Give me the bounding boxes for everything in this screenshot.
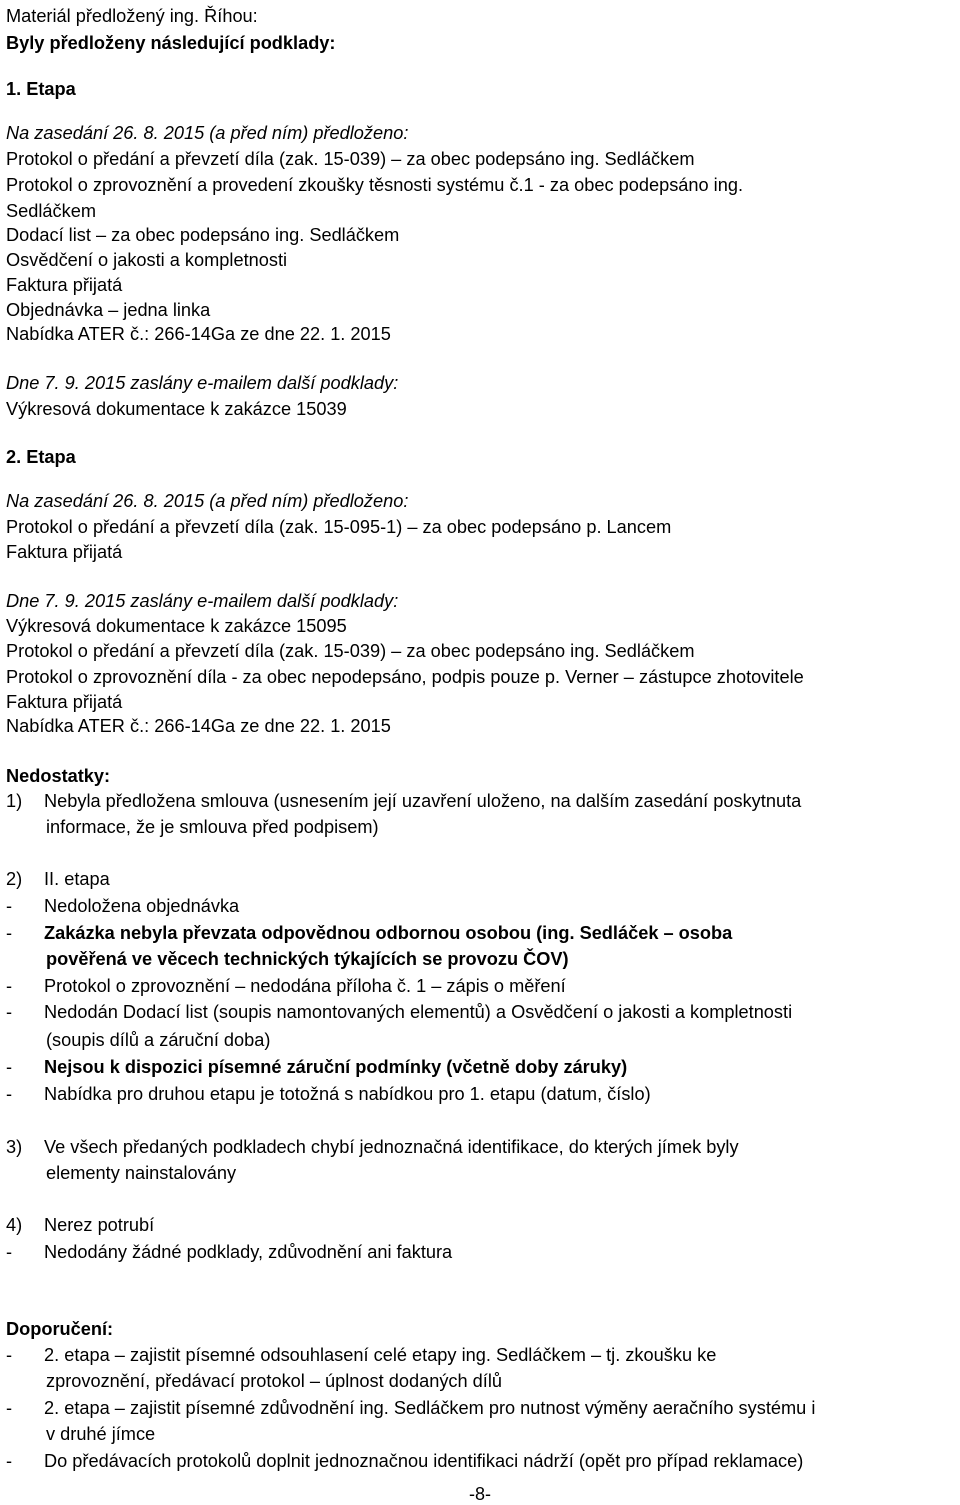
nedostatek-2-item: Nedoložena objednávka [44, 896, 240, 916]
nedostatky-heading: Nedostatky: [6, 766, 111, 786]
dash-bullet: - [6, 1345, 13, 1365]
etapa2-email-date: Dne 7. 9. 2015 zaslány e-mailem další podklady: [6, 591, 399, 611]
etapa1-item: Sedláčkem [6, 201, 96, 221]
dash-bullet: - [6, 1057, 13, 1077]
nedostatek-2-item: (soupis dílů a záruční doba) [46, 1030, 271, 1050]
doporuceni-item: 2. etapa – zajistit písemné zdůvodnění ing. Sedláčkem pro nutnost výměny aeračního systému i [44, 1398, 816, 1418]
nedostatek-4-item: Nedodány žádné podklady, zdůvodnění ani faktura [44, 1242, 453, 1262]
nedostatek-1-text: Nebyla předložena smlouva (usnesením její uzavření uloženo, na dalším zasedání poskytnuta [44, 791, 802, 811]
doporuceni-item: 2. etapa – zajistit písemné odsouhlasení celé etapy ing. Sedláčkem – tj. zkoušku ke [44, 1345, 717, 1365]
etapa1-item: Protokol o předání a převzetí díla (zak. 15-039) – za obec podepsáno ing. Sedláčkem [6, 149, 695, 169]
dash-bullet: - [6, 1084, 13, 1104]
etapa1-heading: 1. Etapa [6, 79, 76, 99]
intro-heading: Byly předloženy následující podklady: [6, 33, 336, 53]
etapa2-email-item: Faktura přijatá [6, 692, 123, 712]
nedostatek-2-item: Nejsou k dispozici písemné záruční podmínky (včetně doby záruky) [44, 1057, 628, 1077]
etapa1-meeting: Na zasedání 26. 8. 2015 (a před ním) předloženo: [6, 123, 409, 143]
etapa1-item: Protokol o zprovoznění a provedení zkoušky těsnosti systému č.1 - za obec podepsáno ing. [6, 175, 744, 195]
etapa2-heading: 2. Etapa [6, 447, 76, 467]
doporuceni-item: zprovoznění, předávací protokol – úplnost dodaných dílů [46, 1371, 502, 1391]
dash-bullet: - [6, 923, 13, 943]
doporuceni-heading: Doporučení: [6, 1319, 114, 1339]
etapa1-item: Nabídka ATER č.: 266-14Ga ze dne 22. 1. 2015 [6, 324, 391, 344]
etapa2-item: Faktura přijatá [6, 542, 123, 562]
etapa1-email-date: Dne 7. 9. 2015 zaslány e-mailem další podklady: [6, 373, 399, 393]
nedostatek-2-item: Zakázka nebyla převzata odpovědnou odbornou osobou (ing. Sedláček – osoba [44, 923, 733, 943]
etapa2-email-item: Protokol o zprovoznění díla - za obec nepodepsáno, podpis pouze p. Verner – zástupce zhotovitele [6, 667, 804, 687]
etapa1-item: Osvědčení o jakosti a kompletnosti [6, 250, 288, 270]
nedostatek-3-text: elementy nainstalovány [46, 1163, 237, 1183]
item-number: 1) [6, 791, 23, 811]
etapa1-item: Dodací list – za obec podepsáno ing. Sedláčkem [6, 225, 400, 245]
dash-bullet: - [6, 896, 13, 916]
item-number: 4) [6, 1215, 23, 1235]
etapa2-item: Protokol o předání a převzetí díla (zak. 15-095-1) – za obec podepsáno p. Lancem [6, 517, 672, 537]
etapa2-email-item: Protokol o předání a převzetí díla (zak. 15-039) – za obec podepsáno ing. Sedláčkem [6, 641, 695, 661]
nedostatek-1-text: informace, že je smlouva před podpisem) [46, 817, 379, 837]
nedostatek-2-item: Nedodán Dodací list (soupis namontovaných elementů) a Osvědčení o jakosti a kompletnosti [44, 1002, 793, 1022]
item-number: 2) [6, 869, 23, 889]
doporuceni-item: Do předávacích protokolů doplnit jednoznačnou identifikaci nádrží (opět pro případ reklamace) [44, 1451, 804, 1471]
nedostatek-4-title: Nerez potrubí [44, 1215, 155, 1235]
nedostatek-3-text: Ve všech předaných podkladech chybí jednoznačná identifikace, do kterých jímek byly [44, 1137, 739, 1157]
intro-line: Materiál předložený ing. Říhou: [6, 6, 258, 26]
dash-bullet: - [6, 1002, 13, 1022]
nedostatek-2-item: Protokol o zprovoznění – nedodána příloha č. 1 – zápis o měření [44, 976, 566, 996]
dash-bullet: - [6, 976, 13, 996]
item-number: 3) [6, 1137, 23, 1157]
etapa2-email-item: Výkresová dokumentace k zakázce 15095 [6, 616, 347, 636]
nedostatek-2-item: pověřená ve věcech technických týkajících se provozu ČOV) [46, 949, 569, 969]
dash-bullet: - [6, 1398, 13, 1418]
etapa1-email-item: Výkresová dokumentace k zakázce 15039 [6, 399, 347, 419]
doporuceni-item: v druhé jímce [46, 1424, 156, 1444]
dash-bullet: - [6, 1451, 13, 1471]
etapa2-meeting: Na zasedání 26. 8. 2015 (a před ním) předloženo: [6, 491, 409, 511]
nedostatek-2-title: II. etapa [44, 869, 110, 889]
page-number: -8- [469, 1484, 491, 1504]
nedostatek-2-item: Nabídka pro druhou etapu je totožná s nabídkou pro 1. etapu (datum, číslo) [44, 1084, 651, 1104]
etapa1-item: Faktura přijatá [6, 275, 123, 295]
etapa1-item: Objednávka – jedna linka [6, 300, 211, 320]
dash-bullet: - [6, 1242, 13, 1262]
etapa2-email-item: Nabídka ATER č.: 266-14Ga ze dne 22. 1. 2015 [6, 716, 391, 736]
